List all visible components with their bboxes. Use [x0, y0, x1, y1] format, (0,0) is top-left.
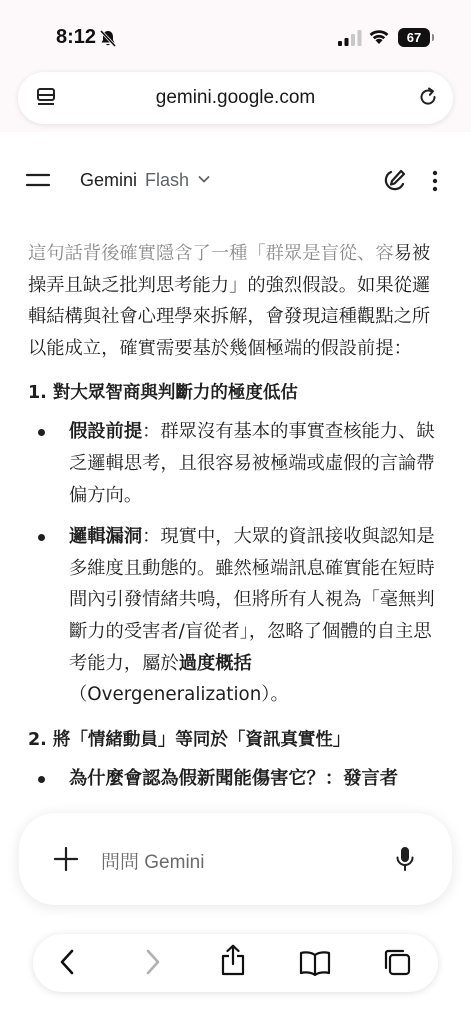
composer-area	[0, 805, 471, 920]
status-bar	[0, 0, 471, 70]
browser-nav	[33, 934, 438, 992]
share-icon[interactable]	[220, 944, 246, 976]
status-time: 8:12	[56, 26, 97, 48]
response-content	[28, 238, 446, 804]
item-text: ：現實中，大眾的資訊接收與認知是多維度且動態的。雖然極端訊息確實能在短時間內引發情緒共鳴，但將所有人視為「毫無判斷力的受害者/盲從者」，忽略了個體的自主思考能力，屬於	[69, 526, 435, 674]
app-title[interactable]: Gemini	[80, 170, 138, 190]
section-1-list	[28, 416, 446, 710]
browser-toolbar	[0, 70, 471, 132]
item-text: ：群眾沒有基本的事實查核能力、缺乏邏輯思考，且很容易被極端或虛假的言論帶偏方向。	[69, 421, 435, 506]
chevron-down-icon[interactable]	[197, 172, 211, 186]
forward-icon[interactable]	[145, 948, 161, 976]
model-selector[interactable]: Flash	[145, 170, 190, 190]
bookmarks-icon[interactable]	[299, 950, 331, 976]
item-label: 邏輯漏洞	[69, 526, 143, 548]
list-item	[28, 521, 446, 711]
intro-paragraph	[28, 238, 446, 364]
prompt-placeholder[interactable]: 問問 Gemini	[101, 852, 205, 873]
more-options-icon[interactable]	[431, 170, 439, 192]
new-chat-icon[interactable]	[381, 168, 407, 194]
back-icon[interactable]	[59, 948, 75, 976]
hamburger-menu-icon[interactable]	[26, 172, 50, 188]
item-label: 假設前提	[69, 421, 143, 443]
url-text[interactable]: gemini.google.com	[155, 87, 316, 108]
wifi-icon	[368, 28, 390, 45]
address-bar[interactable]	[18, 72, 453, 124]
list-item	[28, 416, 446, 511]
tabs-icon[interactable]	[383, 948, 411, 976]
list-item	[28, 763, 446, 795]
cellular-signal-icon	[338, 30, 362, 46]
item-bold-term: 過度概括	[178, 652, 252, 674]
plus-icon[interactable]	[54, 847, 78, 871]
microphone-icon[interactable]	[395, 846, 415, 872]
section-1-heading: 1. 對大眾智商與判斷力的極度低估	[28, 383, 298, 404]
section-2-list	[28, 763, 446, 795]
battery-indicator: 67	[398, 28, 430, 47]
item-text-after: （Overgeneralization）。	[69, 684, 289, 706]
browser-bottom-bar	[0, 920, 471, 1024]
prompt-input[interactable]	[19, 813, 452, 905]
reload-icon[interactable]	[417, 86, 439, 108]
intro-faded-text: 這句話背後確實隱含了一種「群眾是盲從、容	[28, 243, 394, 264]
app-header	[0, 150, 471, 210]
section-2-heading: 2. 將「情緒動員」等同於「資訊真實性」	[28, 729, 351, 750]
item-text: 為什麼會認為假新聞能傷害它？：發言者	[69, 767, 399, 789]
intro-text: 易被操弄且缺乏批判思考能力」的強烈假設。如果從邏輯結構與社會心理學來拆解，會發現這種觀點之所以能成立，確實需要基於幾個極端的假設前提：	[28, 243, 431, 359]
silent-bell-icon	[100, 30, 116, 47]
